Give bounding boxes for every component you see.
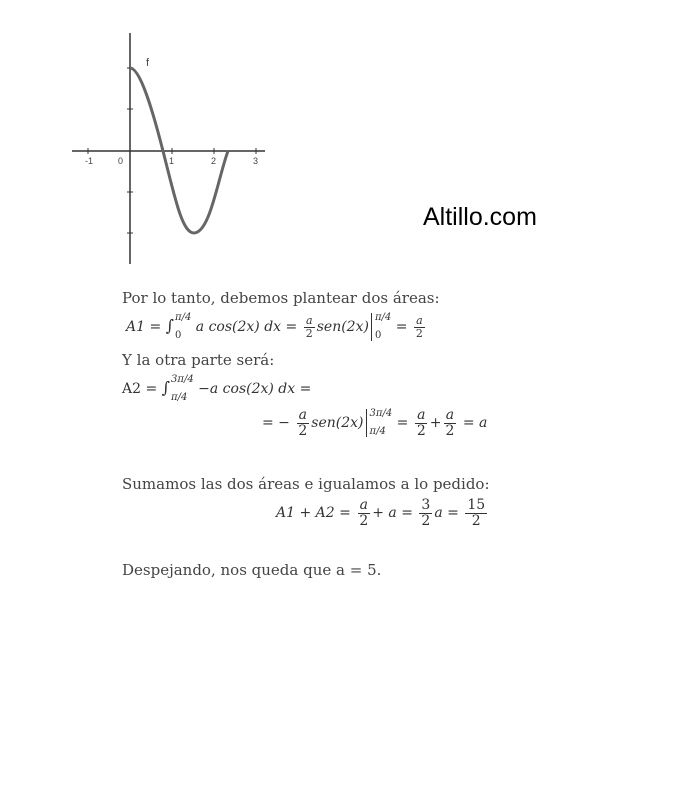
integral-upper: 3π/4 [171,374,194,385]
frac-den: 2 [445,422,455,439]
integrand: a cos(2x) dx [195,319,282,335]
frac-den: 2 [305,326,313,340]
evaluation-bar [366,409,367,437]
second-part-text: Y la otra parte será: [122,351,275,369]
frac-num: a [417,407,426,423]
eq-prefix: = − [262,415,290,432]
sum-text: Sumamos las dos áreas e igualamos a lo pedido: [122,475,490,493]
frac-num: a [416,313,423,327]
frac-den: 2 [298,422,308,439]
equation-a1: A1 = ∫ π/4 0 a cos(2x) dx = $\frac{a}{2}$ sen(2x) π/4 0 = $\frac{a}{2}$ [126,312,423,341]
sen-term: sen(2x) [316,319,369,335]
integral-upper: π/4 [175,312,192,323]
function-graph [60,28,270,268]
x-tick-label: 1 [169,156,175,166]
frac-num: a [359,497,368,513]
intro-text: Por lo tanto, debemos plantear dos áreas: [122,289,440,307]
eval-upper: 3π/4 [369,408,393,420]
equation-sum [276,498,489,528]
eq-lhs: A2 [122,381,142,397]
x-tick-label: 0 [118,156,124,166]
eval-lower: 0 [374,330,382,341]
eq-result: a [479,415,488,432]
frac-num: 3 [421,497,431,513]
eq-mid: + a = [372,505,413,522]
frac-den: 2 [471,512,481,529]
x-tick-label: 3 [253,156,259,166]
equation-a2: A2 = ∫ 3π/4 π/4 −a cos(2x) dx = [122,374,312,403]
x-tick-label: 2 [211,156,217,166]
x-tick-label: -1 [85,156,94,166]
eq-lhs: A1 [126,319,146,335]
integral-lower: π/4 [171,392,188,403]
frac-num: a [445,407,455,423]
equation-a2-result: = − $\frac{a}{2}$ sen(2x) 3π/4 π/4 = $\frac{a}{2}$ + $\frac{a}{2}$ = a [262,407,488,439]
sen-term: sen(2x) [311,415,364,432]
frac-num: a [298,407,308,423]
frac-num: 15 [467,497,486,513]
frac-den: 2 [415,326,423,340]
eq-sign: = [285,319,298,335]
watermark: Altillo.com [423,203,537,231]
eq-lhs: A1 + A2 = [276,505,351,522]
integrand: −a cos(2x) dx = [198,381,312,397]
integral-icon: ∫ [161,378,171,397]
frac-den: 2 [416,422,426,439]
integral-icon: ∫ [165,316,175,335]
conclusion-text: Despejando, nos queda que a = 5. [122,561,382,579]
function-label: f [146,57,150,69]
eval-upper: π/4 [374,312,392,323]
eval-lower: π/4 [369,426,386,438]
evaluation-bar [371,313,372,341]
frac-num: a [305,313,313,327]
frac-den: 2 [359,512,369,529]
integral-lower: 0 [175,330,182,341]
frac-den: 2 [421,512,431,529]
eq-mid: a = [434,505,459,522]
